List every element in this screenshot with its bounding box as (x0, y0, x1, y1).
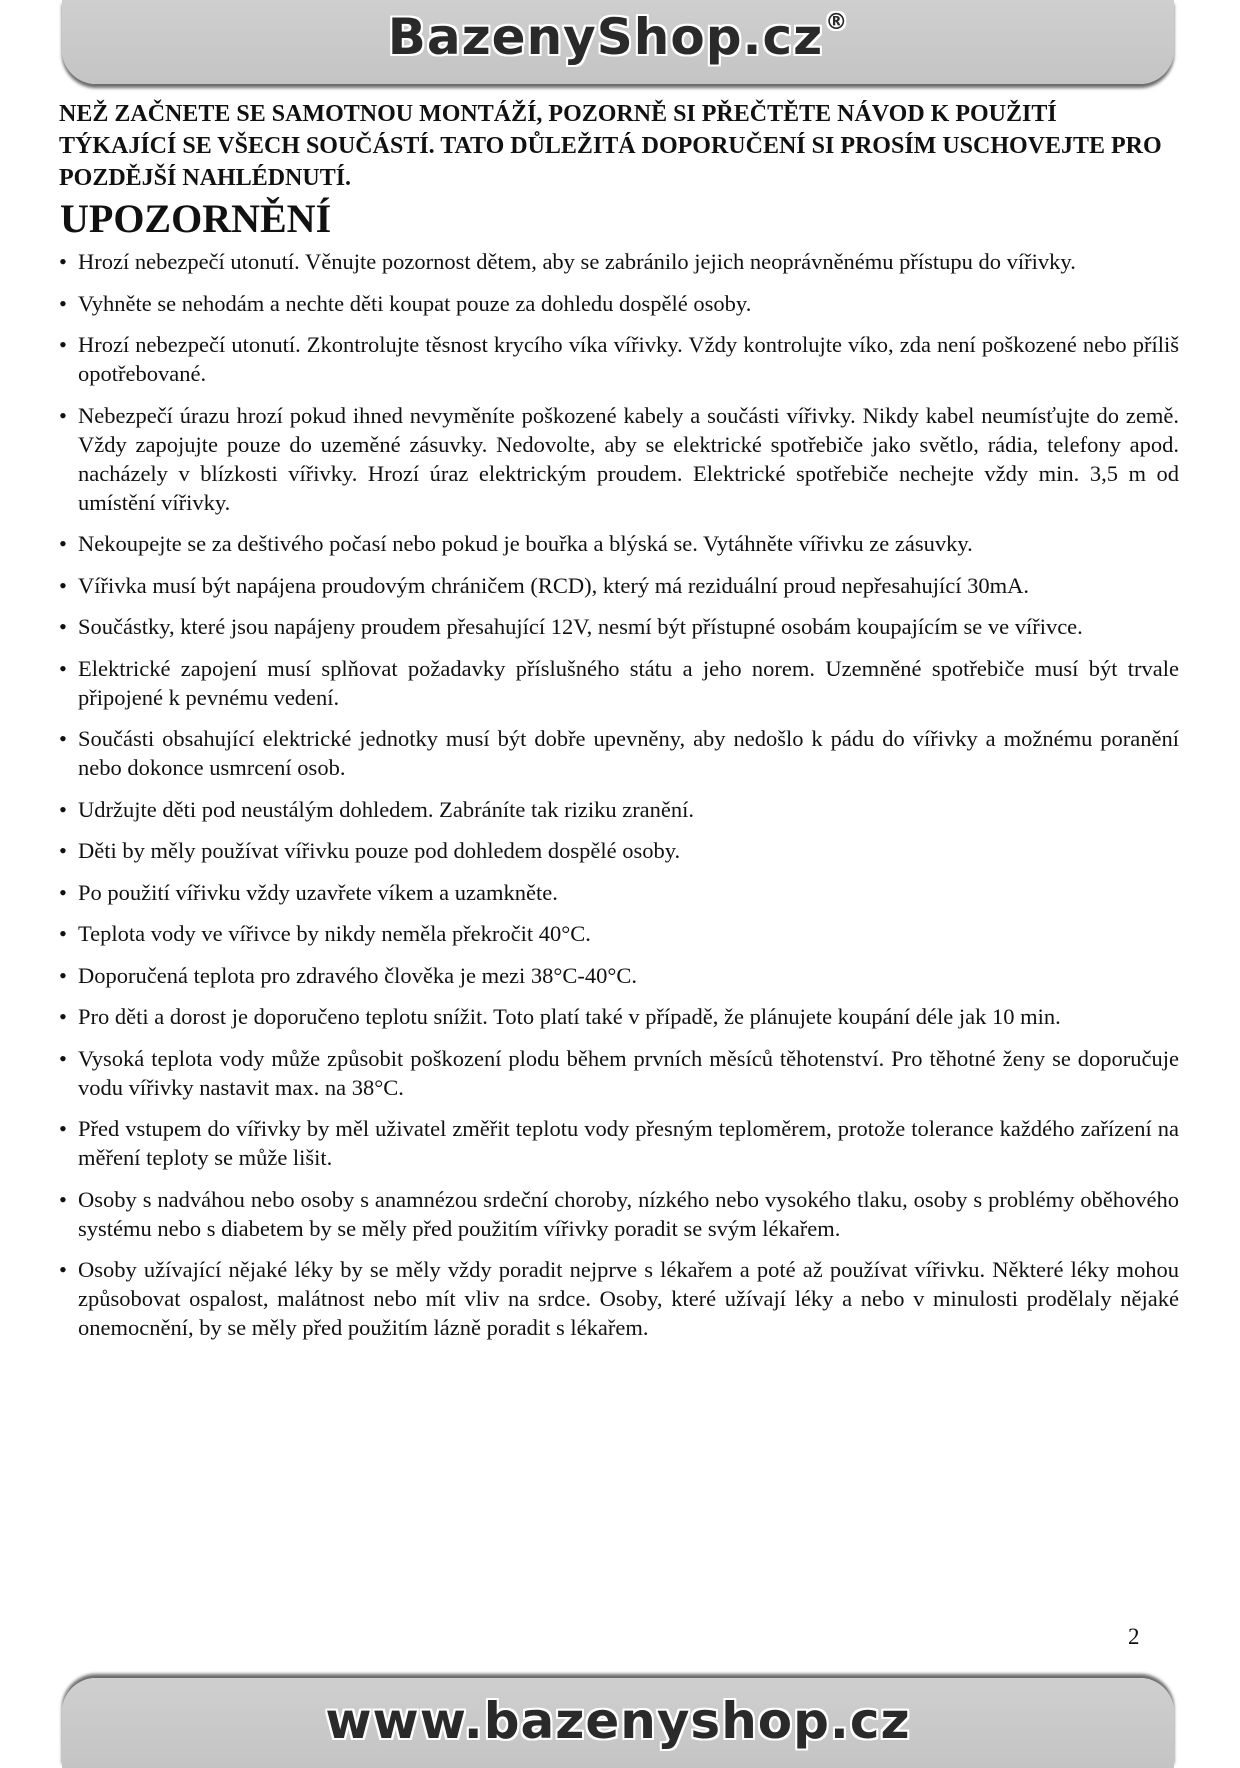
bullet-icon: • (59, 879, 67, 905)
warning-text: Před vstupem do vířivky by měl uživatel změřit teplotu vody přesným teploměrem, protože tolerance každého zařízení na měření teploty se může lišit. (78, 1116, 1179, 1170)
warning-item (59, 654, 1179, 712)
bullet-icon: • (59, 249, 67, 274)
warning-item (59, 289, 1179, 318)
warning-item (59, 724, 1179, 782)
bullet-icon: • (59, 402, 67, 428)
warning-item (59, 1044, 1179, 1102)
warning-text: Udržujte děti pod neustálým dohledem. Zabráníte tak riziku zranění. (78, 796, 695, 822)
warning-text: Teplota vody ve vířivce by nikdy neměla překročit 40°C. (78, 921, 591, 946)
footer-url[interactable]: www.bazenyshop.cz (325, 1692, 911, 1750)
bullet-icon: • (59, 332, 67, 357)
warning-item (59, 330, 1179, 388)
warning-text: Osoby užívající nějaké léky by se měly vždy poradit nejprve s lékařem a poté až používat vířivku. Některé léky mohou způsobovat ospalost, malátnost nebo mít vliv na srdce. Osoby, které užívají léky a nebo v minulosti prodělaly nějaké onemocnění, by se měly před použitím lázně poradit s lékařem. (78, 1257, 1179, 1340)
warning-item (59, 1114, 1179, 1172)
warning-item (59, 836, 1179, 865)
bullet-icon: • (59, 962, 67, 988)
logo-text: BazenyShop.cz (387, 8, 824, 66)
bullet-icon: • (59, 838, 67, 863)
warning-text: Hrozí nebezpečí utonutí. Zkontrolujte těsnost krycího víka vířivky. Vždy kontrolujte víko, zda není poškozené nebo příliš opotřebované. (78, 332, 1179, 386)
warning-text: Pro děti a dorost je doporučeno teplotu snížit. Toto platí také v případě, že plánujete koupání déle jak 10 min. (78, 1004, 1061, 1029)
bullet-icon: • (59, 726, 67, 751)
warning-item (59, 1002, 1179, 1031)
warning-text: Po použití vířivku vždy uzavřete víkem a uzamkněte. (78, 879, 558, 905)
bullet-icon: • (59, 1045, 67, 1071)
warning-item (59, 1255, 1179, 1342)
bullet-icon: • (59, 921, 67, 946)
warning-item (59, 878, 1179, 907)
bullet-icon: • (59, 1116, 67, 1141)
intro-notice: NEŽ ZAČNETE SE SAMOTNOU MONTÁŽÍ, POZORNĚ SI PŘEČTĚTE NÁVOD K POUŽITÍ TÝKAJÍCÍ SE VŠECH SOUČÁSTÍ. TATO DŮLEŽITÁ DOPORUČENÍ SI PROSÍM USCHOVEJTE PRO POZDĚJŠÍ NAHLÉDNUTÍ. (59, 101, 1162, 191)
header-banner (62, 0, 1174, 84)
bullet-icon: • (59, 614, 67, 639)
warning-item (59, 795, 1179, 824)
bullet-icon: • (59, 796, 67, 822)
warning-text: Součásti obsahující elektrické jednotky musí být dobře upevněny, aby nedošlo k pádu do vířivky a možnému poranění nebo dokonce usmrcení osob. (78, 726, 1179, 780)
warning-item (59, 401, 1179, 517)
warning-text: Nekoupejte se za deštivého počasí nebo pokud je bouřka a blýská se. Vytáhněte vířivku ze zásuvky. (78, 531, 973, 556)
warning-item (59, 1185, 1179, 1243)
brand-logo (62, 8, 1174, 66)
warning-item (59, 919, 1179, 948)
warning-text: Hrozí nebezpečí utonutí. Věnujte pozornost dětem, aby se zabránilo jejich neoprávněnému přístupu do vířivky. (78, 249, 1076, 274)
page-number: 2 (1128, 1624, 1140, 1649)
warning-text: Vysoká teplota vody může způsobit poškození plodu během prvních měsíců těhotenství. Pro těhotné ženy se doporučuje vodu vířivky nastavit max. na 38°C. (78, 1045, 1179, 1100)
footer-banner (62, 1678, 1174, 1768)
warning-text: Nebezpečí úrazu hrozí pokud ihned nevyměníte poškozené kabely a součásti vířivky. Nikdy kabel neumísťujte do země. Vždy zapojujte pouze do uzeměné zásuvky. Nedovolte, aby se elektrické spotřebiče jako světlo, rádia, telefony apod. nacházely v blízkosti vířivky. Hrozí úraz elektrickým proudem. Elektrické spotřebiče nechejte vždy min. 3,5 m od umístění vířivky. (78, 402, 1179, 515)
bullet-icon: • (59, 1004, 67, 1029)
warning-list (59, 247, 1179, 1355)
bullet-icon: • (59, 290, 67, 316)
warning-item (59, 571, 1179, 600)
bullet-icon: • (59, 572, 67, 598)
bullet-icon: • (59, 1186, 67, 1212)
warning-text: Součástky, které jsou napájeny proudem přesahující 12V, nesmí být přístupné osobám koupajícím se ve vířivce. (78, 614, 1083, 639)
warning-item (59, 961, 1179, 990)
warning-text: Vířivka musí být napájena proudovým chráničem (RCD), který má reziduální proud nepřesahující 30mA. (78, 572, 1029, 598)
bullet-icon: • (59, 1257, 67, 1282)
warning-item (59, 612, 1179, 641)
registered-mark: ® (825, 10, 849, 35)
section-title: UPOZORNĚNÍ (60, 196, 332, 241)
warning-text: Vyhněte se nehodám a nechte děti koupat pouze za dohledu dospělé osoby. (78, 290, 752, 316)
bullet-icon: • (59, 655, 67, 681)
warning-text: Osoby s nadváhou nebo osoby s anamnézou srdeční choroby, nízkého nebo vysokého tlaku, osoby s problémy oběhového systému nebo s diabetem by se měly před použitím vířivky poradit se svým lékařem. (78, 1186, 1179, 1241)
warning-text: Doporučená teplota pro zdravého člověka je mezi 38°C-40°C. (78, 962, 638, 988)
warning-text: Děti by měly používat vířivku pouze pod dohledem dospělé osoby. (78, 838, 681, 863)
warning-item (59, 247, 1179, 276)
warning-item (59, 529, 1179, 558)
bullet-icon: • (59, 531, 67, 556)
warning-text: Elektrické zapojení musí splňovat požadavky příslušného státu a jeho norem. Uzemněné spotřebiče musí být trvale připojené k pevnému vedení. (78, 655, 1179, 710)
